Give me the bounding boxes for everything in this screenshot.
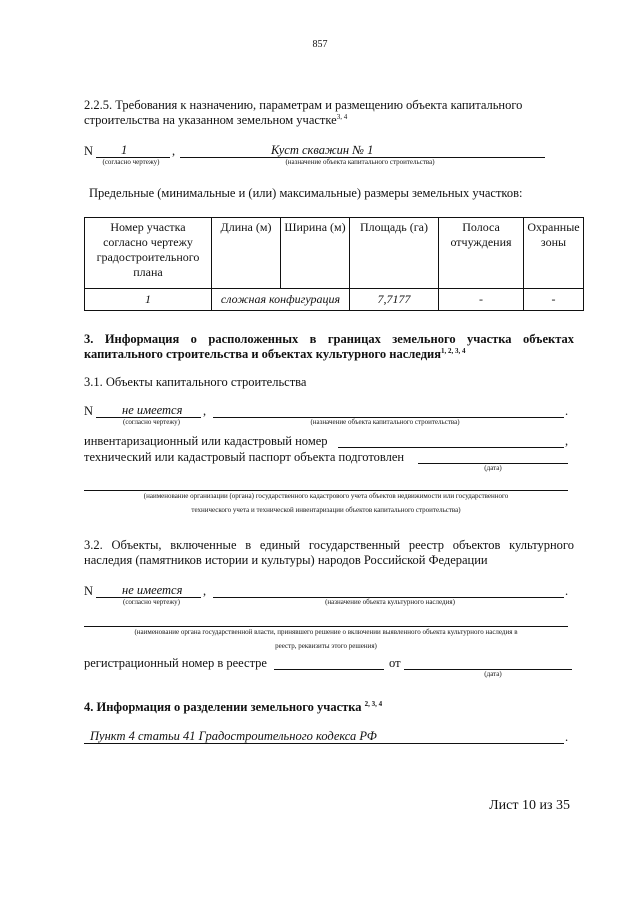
passport-label: технический или кадастровый паспорт объекта подготовлен [84,450,405,464]
section-2-2-5-sup: 3, 4 [336,112,348,121]
cell-alienation-strip: - [439,289,524,311]
date-caption-32: (дата) [484,670,502,678]
size-table-header-row [85,218,584,289]
comma-inventory: , [565,434,569,448]
cell-dimensions: сложная конфигурация [212,289,350,311]
purpose-value-225: Куст скважин № 1 [271,143,374,157]
comma-225: , [172,144,176,158]
section-2-2-5-text [84,98,574,128]
col-header-area: Площадь (га) [350,218,439,289]
col-header-length: Длина (м) [212,218,281,289]
reg-underline [274,669,384,670]
n-caption-31: (согласно чертежу) [122,418,181,426]
n-value-225: 1 [121,143,128,157]
dot-32: . [565,584,569,598]
section-3-sup: 1, 2, 3, 4 [440,346,466,355]
comma-32: , [203,584,207,598]
section-2-2-5-body: 2.2.5. Требования к назначению, параметрам и размещению объекта капитального строительства на указанном земельном участке [84,98,523,127]
purpose-caption-31: (назначение объекта капитального строительства) [310,418,460,426]
date-caption-31: (дата) [484,464,502,472]
org-caption-31-line1: (наименование организации (органа) государственного кадастрового учета объектов недвижимости или государственного [143,492,509,500]
n-label-31: N [84,404,94,418]
n-label-225: N [84,144,94,158]
org-caption-31-line2: технического учета и технической инвентаризации объектов капитального строительства) [191,506,461,514]
col-header-alienation-strip: Полоса отчуждения [439,218,524,289]
section-4-heading [84,700,382,715]
section-3-1-title: 3.1. Объекты капитального строительства [84,375,307,389]
n-value-32: не имеется [122,583,183,597]
inventory-underline [338,447,564,448]
cell-protection-zones: - [524,289,584,311]
col-header-protection-zones: Охранные зоны [524,218,584,289]
org-underline-32 [84,626,568,627]
org-caption-32-line2: реестр, реквизиты этого решения) [275,642,377,650]
size-table [84,217,584,311]
reg-label: регистрационный номер в реестре [84,656,267,670]
sheet-counter: Лист 10 из 35 [489,798,570,813]
dot-4: . [565,730,569,744]
n-caption-225: (согласно чертежу) [102,158,160,166]
comma-31: , [203,404,207,418]
col-header-width: Ширина (м) [281,218,350,289]
section-4-heading-text: 4. Информация о разделении земельного участка [84,700,362,714]
table-row [85,289,584,311]
section-3-heading-text: 3. Информация о расположенных в границах земельного участка объектах капитального строительства и объектах культурного наследия [84,332,574,361]
section-3-heading [84,332,574,362]
dot-31: . [565,404,569,418]
purpose-caption-225: (назначение объекта капитального строительства) [285,158,435,166]
limits-text: Предельные (минимальные и (или) максимальные) размеры земельных участков: [89,186,523,200]
n-value-31: не имеется [122,403,183,417]
n-caption-32: (согласно чертежу) [122,598,181,606]
org-caption-32-line1: (наименование органа государственной власти, принявшего решение о включении выявленного объекта культурного наследия в [134,628,518,636]
cell-plot-number: 1 [85,289,212,311]
section-4-sup: 2, 3, 4 [364,699,383,708]
purpose-caption-32: (назначение объекта культурного наследия) [325,598,455,606]
org-underline-31 [84,490,568,491]
cell-area: 7,7177 [350,289,439,311]
n-label-32: N [84,584,94,598]
col-header-plot-number: Номер участка согласно чертежу градостроительного плана [85,218,212,289]
page-number: 857 [312,39,328,50]
section-3-2-title: 3.2. Объекты, включенные в единый государственный реестр объектов культурного наследия (памятников истории и культуры) народов Российской Федерации [84,538,574,567]
section-4-value: Пункт 4 статьи 41 Градостроительного кодекса РФ [90,729,377,743]
inventory-label: инвентаризационный или кадастровый номер [84,434,328,448]
from-label: от [389,656,401,670]
